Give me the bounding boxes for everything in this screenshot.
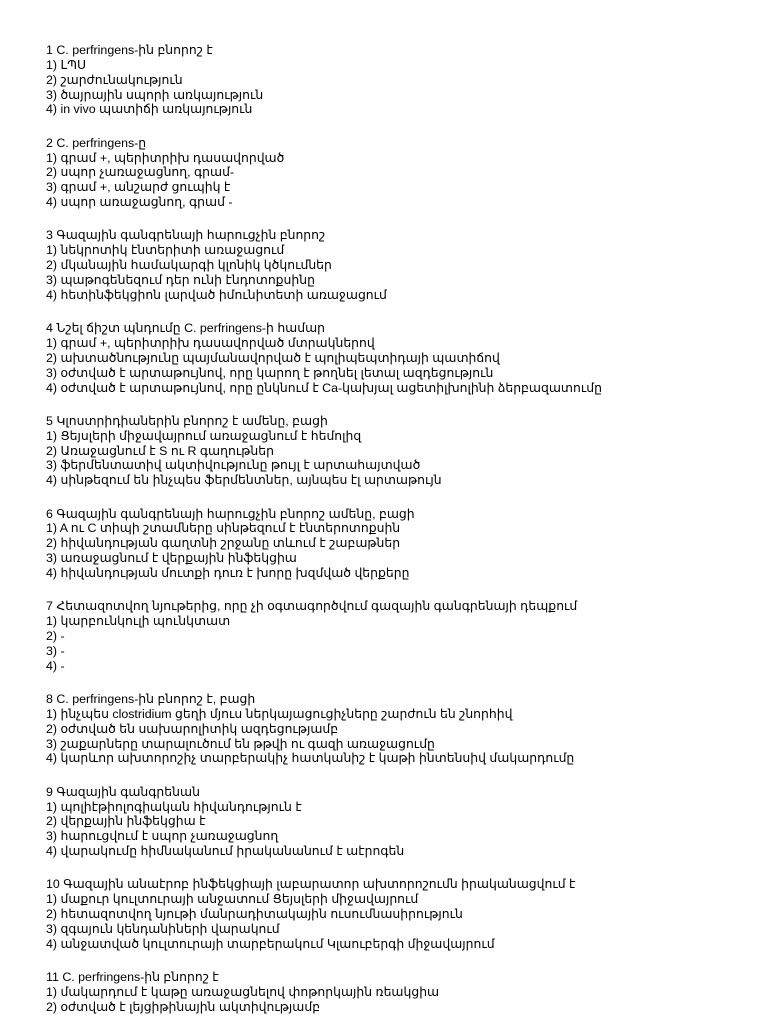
- question-number: 4: [46, 321, 53, 336]
- question-text: Նշել ճիշտ պնդումը C. perfringens-ի համար: [56, 321, 326, 336]
- question-heading: [46, 970, 746, 985]
- answer-option: 2) մկանային համակարգի կլոնիկ կծկումներ: [46, 258, 332, 273]
- question-text: C. perfringens-ին բնորոշ է: [62, 970, 219, 985]
- question-number: 3: [46, 228, 53, 243]
- question-block: [46, 228, 746, 302]
- answer-option: 1) A ու C տիպի շտամները սինթեզում է էնտերոտոքսին: [46, 521, 401, 536]
- question-heading: [46, 785, 746, 800]
- answer-option: 1) կարբունկուլի պունկտատ: [46, 614, 231, 629]
- question-heading: [46, 507, 746, 522]
- question-block: [46, 414, 746, 488]
- answer-option: 4) սինթեզում են ինչպես ֆերմենտներ, այնպես էլ արտաթույն: [46, 473, 442, 488]
- answer-option: 3) շաքարները տարալուծում են թթվի ու գազի առաջացումը: [46, 736, 435, 751]
- answer-option: 3) պաթոգենեզում դեր ունի էնդոտոքսինը: [46, 272, 315, 287]
- answer-option: 2) հիվանդության գաղտնի շրջանը տևում է շաբաթներ: [46, 536, 401, 551]
- question-block: [46, 877, 746, 951]
- question-number: 8: [46, 692, 53, 707]
- question-text: C. perfringens-ը: [56, 135, 147, 150]
- answer-option: 1) մաքուր կուլտուրայի անջատում Ցեյսլերի միջավայրում: [46, 892, 419, 907]
- answer-option: 2) -: [46, 629, 65, 643]
- answer-option: 4) կարևոր ախտորոշիչ տարբերակիչ հատկանիշ է կաթի ինտենսիվ մակարդումը: [46, 751, 575, 766]
- question-block: [46, 321, 746, 395]
- question-heading: [46, 321, 746, 336]
- answer-option: 2) վերքային ինֆեկցիա է: [46, 814, 206, 829]
- answer-option: 1) ինչպես clostridium ցեղի մյուս ներկայացուցիչները շարժուն են շնորհիվ: [46, 706, 513, 721]
- question-block: [46, 136, 746, 210]
- answer-option: 4) -: [46, 658, 65, 673]
- answer-option: 1) գրամ +, պերիտրիխ դասավորված մտրակներով: [46, 336, 375, 350]
- answer-option: 1) նեկրոտիկ էնտերիտի առաջացում: [46, 243, 285, 258]
- answer-option: 3) առաջացնում է վերքային ինֆեկցիա: [46, 551, 297, 566]
- answer-option: 4) հետինֆեկցիոն լարված իմունիտետի առաջացում: [46, 287, 387, 302]
- answer-option: 1) մակարդում է կաթը առաջացնելով փոթորկային ռեակցիա: [46, 985, 440, 1000]
- question-text: Հետազոտվող նյութերից, որը չի օգտագործվում գազային գանգրենայի դեպքում: [56, 599, 578, 614]
- answer-option: 1) գրամ +, պերիտրիխ դասավորված: [46, 150, 285, 165]
- question-text: C. perfringens-ին բնորոշ է: [56, 43, 213, 57]
- answer-option: 3) օժտված է արտաթույնով, որը կարող է թողնել լետալ ազդեցություն: [46, 365, 494, 380]
- answer-option: 4) վարակումը հիմնականում իրականանում է աէրոգեն: [46, 844, 405, 859]
- answer-option: 3) ֆերմենտատիվ ակտիվությունը թույլ է արտահայտված: [46, 458, 421, 473]
- question-number: 9: [46, 784, 53, 799]
- answer-option: 4) հիվանդության մուտքի դուռ է խորը խզմված վերքերը: [46, 565, 410, 580]
- question-text: Գազային գանգրենան: [56, 784, 200, 799]
- answer-option: 2) ախտածնությունը պայմանավորված է պոլիպեպտիդայի պատիճով: [46, 350, 500, 365]
- question-number: 5: [46, 413, 53, 428]
- answer-option: 1) պոլիէթիոլոգիական հիվանդություն է: [46, 799, 302, 814]
- answer-option: 1) Ցեյսլերի միջավայրում առաջացնում է հեմոլիզ: [46, 428, 362, 443]
- answer-option: 3) ծայրային սպորի առկայություն: [46, 87, 264, 102]
- answer-option: 4) անջատված կուլտուրայի տարբերակում Կլաուբերգի միջավայրում: [46, 936, 495, 951]
- question-heading: [46, 414, 746, 429]
- answer-option: 2) օժտված է լեյցիթինային ակտիվությամբ: [46, 999, 321, 1014]
- question-block: [46, 43, 746, 117]
- question-text: C. perfringens-ին բնորոշ է, բացի: [56, 692, 256, 707]
- answer-option: 2) հետազոտվող նյութի մանրադիտակային ուսումնասիրություն: [46, 907, 463, 922]
- question-text: Կլոստրիդիաներին բնորոշ է ամենը, բացի: [56, 413, 328, 428]
- answer-option: 4) սպոր առաջացնող, գրամ -: [46, 195, 233, 210]
- question-block: [46, 970, 746, 1015]
- answer-option: 1) ԼՊՍ: [46, 57, 87, 72]
- question-text: Գազային անաէրոբ ինֆեկցիայի լաբարատոր ախտորոշումն իրականացվում է: [63, 877, 576, 892]
- answer-option: 3) -: [46, 643, 65, 658]
- question-heading: [46, 43, 746, 58]
- question-heading: [46, 877, 746, 892]
- question-text: Գազային գանգրենայի հարուցչին բնորոշ: [56, 228, 326, 243]
- question-heading: [46, 228, 746, 243]
- answer-option: 3) հարուցվում է սպոր չառաջացնող: [46, 829, 279, 844]
- question-block: [46, 599, 746, 673]
- question-number: 6: [46, 506, 53, 521]
- answer-option: 3) զգայուն կենդանիների վարակում: [46, 922, 280, 936]
- question-list: [46, 43, 746, 1033]
- question-heading: [46, 136, 746, 151]
- question-number: 10: [46, 877, 60, 892]
- answer-option: 2) սպոր չառաջացնող, գրամ-: [46, 165, 235, 180]
- question-heading: [46, 692, 746, 707]
- question-text: Գազային գանգրենայի հարուցչին բնորոշ ամենը, բացի: [56, 506, 415, 521]
- question-heading: [46, 599, 746, 614]
- question-number: 11: [46, 970, 59, 985]
- answer-option: 2) օժտված են սախարոլիտիկ ազդեցությամբ: [46, 721, 339, 736]
- question-number: 2: [46, 135, 53, 150]
- answer-option: 4) in vivo պատիճի առկայություն: [46, 102, 253, 117]
- question-block: [46, 507, 746, 581]
- question-number: 1: [46, 43, 53, 57]
- answer-option: 2) շարժունակություն: [46, 72, 183, 87]
- question-block: [46, 692, 746, 766]
- answer-option: 4) օժտված է արտաթույնով, որը ընկնում է Ca-կախյալ ացետիլխոլինի ձերբազատումը: [46, 380, 602, 395]
- answer-option: 2) Առաջացնում է S ու R գաղութներ: [46, 443, 274, 458]
- answer-option: 3) գրամ +, անշարժ ցուպիկ է: [46, 180, 231, 195]
- question-block: [46, 785, 746, 859]
- question-number: 7: [46, 599, 53, 614]
